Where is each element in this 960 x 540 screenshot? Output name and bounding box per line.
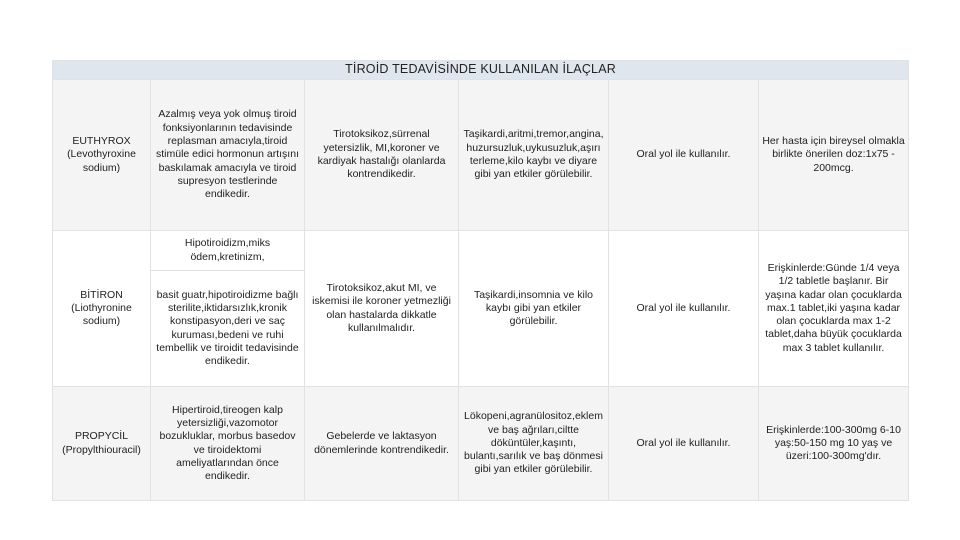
dose-cell: Her hasta için bireysel olmakla birlikte önerilen doz:1x75 - 200mcg. xyxy=(759,80,909,231)
contraindication-cell: Tirotoksikoz,sürrenal yetersizlik, MI,koroner ve kardiyak hastalığı olanlarda kontrendikedir. xyxy=(305,80,459,231)
side-effects-cell: Taşikardi,insomnia ve kilo kaybı gibi yan etkiler görülebilir. xyxy=(459,231,609,387)
drug-generic-name: (Propylthiouracil) xyxy=(62,443,141,456)
side-effects-cell: Taşikardi,aritmi,tremor,angina, huzursuzluk,uykusuzluk,aşırı terleme,kilo kaybı ve diyare gibi yan etkiler görülebilir. xyxy=(459,80,609,231)
indication-cell: Hipertiroid,tireogen kalp yetersizliği,vazomotor bozukluklar, morbus basedov ve tiroidektomi ameliyatlarından önce endikedir. xyxy=(151,387,305,501)
drug-name: EUTHYROX xyxy=(72,135,131,148)
table-row-euthyrox xyxy=(53,80,909,231)
drug-generic-name: (Liothyronine sodium) xyxy=(71,301,132,328)
contraindication-cell: Gebelerde ve laktasyon dönemlerinde kontrendikedir. xyxy=(305,387,459,501)
drug-table-container xyxy=(52,60,908,501)
drug-generic-name: (Levothyroxine sodium) xyxy=(67,148,136,174)
dose-cell: Erişkinlerde:100-300mg 6-10 yaş:50-150 mg 10 yaş ve üzeri:100-300mg'dır. xyxy=(759,387,909,501)
drug-name-cell xyxy=(53,231,151,387)
route-cell: Oral yol ile kullanılır. xyxy=(609,231,759,387)
table-title: TİROİD TEDAVİSİNDE KULLANILAN İLAÇLAR xyxy=(53,61,909,80)
table-row-propycil xyxy=(53,387,909,501)
drug-name: PROPYCİL xyxy=(74,430,129,443)
thyroid-drugs-table xyxy=(52,60,909,501)
route-cell: Oral yol ile kullanılır. xyxy=(609,387,759,501)
route-cell: Oral yol ile kullanılır. xyxy=(609,80,759,231)
contraindication-cell: Tirotoksikoz,akut MI, ve iskemisi ile koroner yetmezliği olan hastalarda dikkatle kullanılmalıdır. xyxy=(305,231,459,387)
dose-cell: Erişkinlerde:Günde 1/4 veya 1/2 tabletle başlanır. Bir yaşına kadar olan çocuklarda max.1 tablet,iki yaşına kadar olan çocuklarda max 1-2 tablet,daha büyük çocuklarda max 3 tablet kullanılır. xyxy=(759,231,909,387)
drug-name: BİTİRON xyxy=(80,288,123,301)
indication-cell-b: basit guatr,hipotiroidizme bağlı sterilite,iktidarsızlık,kronik konstipasyon,deri ve saç kuruması,bedeni ve ruhi tembellik ve tiroidit tedavisinde endikedir. xyxy=(151,271,305,387)
drug-name-cell xyxy=(53,80,151,231)
side-effects-cell: Lökopeni,agranülositoz,eklem ve baş ağrıları,ciltte döküntüler,kaşıntı, bulantı,sarılık ve baş dönmesi gibi yan etkiler görülebilir. xyxy=(459,387,609,501)
indication-cell: Azalmış veya yok olmuş tiroid fonksiyonlarının tedavisinde replasman amacıyla,tiroid stimüle edici hormonun artışını baskılamak amacıyla ve tiroid supresyon testlerinde endikedir. xyxy=(151,80,305,231)
indication-cell-a: Hipotiroidizm,miks ödem,kretinizm, xyxy=(151,231,305,271)
drug-name-cell xyxy=(53,387,151,501)
table-row-bitiron xyxy=(53,231,909,271)
